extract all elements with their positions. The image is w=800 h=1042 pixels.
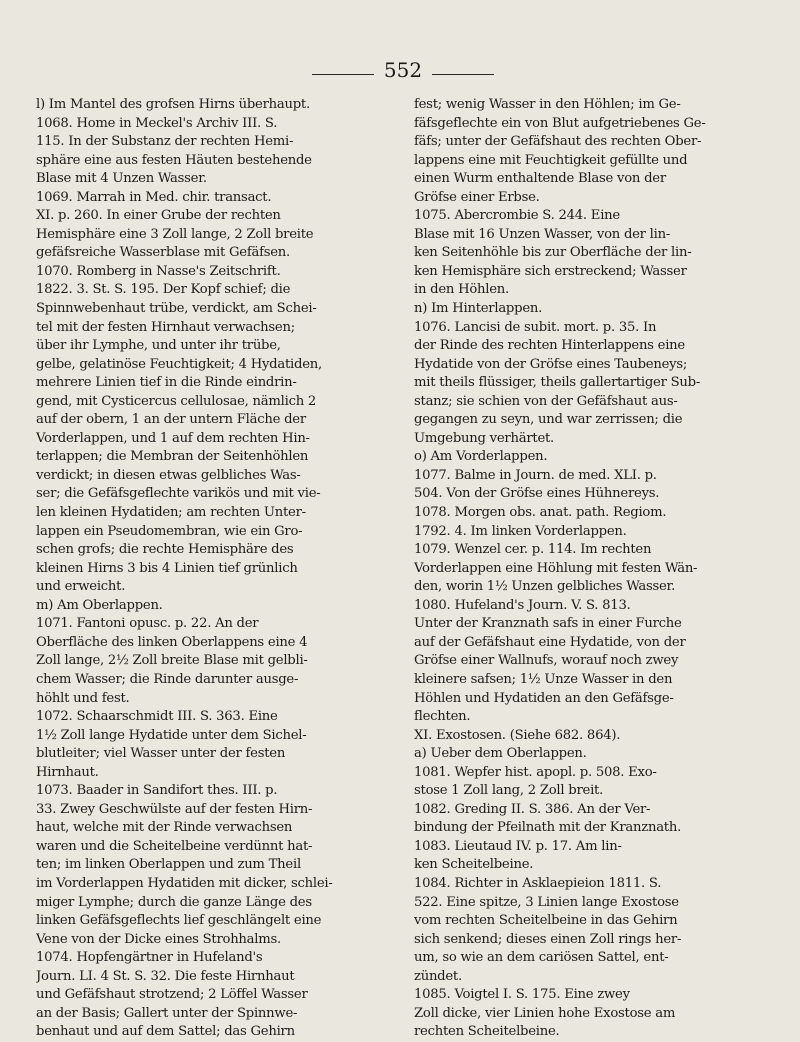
text-line: 1069. Marrah in Med. chir. transact.	[36, 189, 272, 205]
text-line: 1083. Lieutaud IV. p. 17. Am lin-	[414, 838, 622, 854]
text-line: 1072. Schaarschmidt III. S. 363. Eine	[36, 709, 278, 725]
text-line: verdickt; in diesen etwas gelbliches Was-	[36, 467, 301, 483]
text-line: fest; wenig Wasser in den Höhlen; im Ge-	[414, 97, 681, 112]
text-line: 1½ Zoll lange Hydatide unter dem Sichel-	[36, 727, 307, 743]
text-line: 1076. Lancisi de subit. mort. p. 35. In	[414, 319, 657, 335]
text-line: mit theils flüssiger, theils gallertartiger Sub-	[414, 375, 701, 391]
text-line: stose 1 Zoll lang, 2 Zoll breit.	[414, 783, 604, 799]
text-line: blutleiter; viel Wasser unter der festen	[36, 746, 286, 762]
text-line: benhaut und auf dem Sattel; das Gehirn	[36, 1024, 295, 1040]
text-line: Oberfläche des linken Oberlappens eine 4	[36, 634, 308, 650]
text-line: 1085. Voigtel I. S. 175. Eine zwey	[414, 987, 630, 1003]
text-line: gelbe, gelatinöse Feuchtigkeit; 4 Hydatiden,	[36, 356, 322, 372]
text-line: tel mit der festen Hirnhaut verwachsen;	[36, 319, 295, 335]
text-line: lappen ein Pseudomembran, wie ein Gro-	[36, 523, 303, 539]
text-line: 1071. Fantoni opusc. p. 22. An der	[36, 616, 259, 632]
text-line: Gröfse einer Wallnufs, worauf noch zwey	[414, 653, 679, 669]
text-line: um, so wie an dem cariösen Sattel, ent-	[414, 950, 669, 966]
text-line: 1074. Hopfengärtner in Hufeland's	[36, 950, 263, 966]
text-line: einen Wurm enthaltende Blase von der	[414, 171, 666, 187]
text-line: Hirnhaut.	[36, 764, 99, 780]
text-line: 33. Zwey Geschwülste auf der festen Hirn-	[36, 801, 313, 817]
text-line: Umgebung verhärtet.	[414, 430, 554, 446]
text-line: Gröfse einer Erbse.	[414, 189, 540, 205]
text-line: 1070. Romberg in Nasse's Zeitschrift.	[36, 263, 281, 279]
text-line: XI. Exostosen. (Siehe 682. 864).	[414, 727, 621, 743]
text-line: lappens eine mit Feuchtigkeit gefüllte und	[414, 152, 688, 168]
text-line: den, worin 1½ Unzen gelbliches Wasser.	[414, 579, 676, 595]
text-line: 1079. Wenzel cer. p. 114. Im rechten	[414, 542, 652, 558]
text-line: l) Im Mantel des grofsen Hirns überhaupt.	[36, 97, 310, 112]
text-line: ser; die Gefäfsgeflechte varikös und mit vie-	[36, 486, 321, 502]
page-header	[0, 58, 800, 88]
text-line: 522. Eine spitze, 3 Linien lange Exostose	[414, 894, 679, 910]
text-line: 1080. Hufeland's Journ. V. S. 813.	[414, 597, 631, 613]
text-line: gend, mit Cysticercus cellulosae, nämlich 2	[36, 393, 317, 409]
text-line: gegangen zu seyn, und war zerrissen; die	[414, 412, 683, 428]
text-line: Vorderlappen eine Höhlung mit festen Wän-	[414, 560, 698, 576]
text-line: miger Lymphe; durch die ganze Länge des	[36, 894, 312, 910]
text-line: n) Im Hinterlappen.	[414, 301, 543, 317]
text-line: ten; im linken Oberlappen und zum Theil	[36, 857, 301, 873]
text-line: Hemisphäre eine 3 Zoll lange, 2 Zoll breite	[36, 226, 314, 242]
text-line: Spinnwebenhaut trübe, verdickt, am Schei-	[36, 301, 317, 317]
text-line: sich senkend; dieses einen Zoll rings her-	[414, 931, 682, 947]
text-line: linken Gefäfsgeflechts lief geschlängelt eine	[36, 913, 322, 929]
text-line: Vorderlappen, und 1 auf dem rechten Hin-	[36, 430, 310, 446]
text-line: a) Ueber dem Oberlappen.	[414, 746, 587, 762]
text-line: rechten Scheitelbeine.	[414, 1024, 560, 1040]
text-line: XI. p. 260. In einer Grube der rechten	[36, 208, 281, 224]
text-line: stanz; sie schien von der Gefäfshaut aus-	[414, 393, 678, 409]
text-line: vom rechten Scheitelbeine in das Gehirn	[414, 913, 678, 929]
text-line: m) Am Oberlappen.	[36, 597, 163, 613]
text-line: Zoll dicke, vier Linien hohe Exostose am	[414, 1005, 676, 1021]
text-line: Unter der Kranznath safs in einer Furche	[414, 616, 682, 632]
text-line: ken Seitenhöhle bis zur Oberfläche der lin-	[414, 245, 692, 261]
text-line: 504. Von der Gröfse eines Hühnereys.	[414, 486, 660, 502]
text-line: 1081. Wepfer hist. apopl. p. 508. Exo-	[414, 764, 657, 780]
header-rule-right	[432, 74, 494, 75]
text-line: über ihr Lymphe, und unter ihr trübe,	[36, 338, 281, 354]
text-line: terlappen; die Membran der Seitenhöhlen	[36, 449, 309, 465]
text-line: schen grofs; die rechte Hemisphäre des	[36, 542, 294, 558]
text-line: waren und die Scheitelbeine verdünnt hat-	[36, 838, 313, 854]
text-line: 1082. Greding II. S. 386. An der Ver-	[414, 801, 651, 817]
page-number: 552	[383, 58, 423, 82]
text-line: 1068. Home in Meckel's Archiv III. S.	[36, 115, 278, 131]
text-line: kleinere safsen; 1½ Unze Wasser in den	[414, 671, 673, 687]
text-line: 1792. 4. Im linken Vorderlappen.	[414, 523, 627, 539]
left-column	[36, 96, 394, 1042]
right-column	[414, 96, 774, 1042]
text-line: 1073. Baader in Sandifort thes. III. p.	[36, 783, 278, 799]
text-line: ken Hemisphäre sich erstreckend; Wasser	[414, 263, 687, 279]
text-line: bindung der Pfeilnath mit der Kranznath.	[414, 820, 682, 836]
text-line: flechten.	[414, 709, 471, 725]
text-line: gefäfsreiche Wasserblase mit Gefäfsen.	[36, 245, 290, 261]
text-line: auf der Gefäfshaut eine Hydatide, von der	[414, 634, 686, 650]
text-line: Höhlen und Hydatiden an den Gefäfsge-	[414, 690, 674, 706]
text-line: fäfs; unter der Gefäfshaut des rechten Ober-	[414, 134, 702, 150]
text-line: chem Wasser; die Rinde darunter ausge-	[36, 671, 299, 687]
text-line: im Vorderlappen Hydatiden mit dicker, schlei-	[36, 875, 333, 891]
text-line: 115. In der Substanz der rechten Hemi-	[36, 134, 294, 150]
text-line: Blase mit 16 Unzen Wasser, von der lin-	[414, 226, 671, 242]
text-line: 1077. Balme in Journ. de med. XLI. p.	[414, 467, 657, 483]
text-line: 1822. 3. St. S. 195. Der Kopf schief; die	[36, 282, 291, 298]
header-rule-left	[312, 74, 374, 75]
text-line: in den Höhlen.	[414, 282, 509, 298]
text-line: haut, welche mit der Rinde verwachsen	[36, 820, 293, 836]
text-line: Hydatide von der Gröfse eines Taubeneys;	[414, 356, 688, 372]
text-line: Blase mit 4 Unzen Wasser.	[36, 171, 207, 187]
text-line: 1078. Morgen obs. anat. path. Regiom.	[414, 505, 667, 521]
text-line: Journ. LI. 4 St. S. 32. Die feste Hirnhaut	[36, 968, 295, 984]
text-line: ken Scheitelbeine.	[414, 857, 534, 873]
text-line: an der Basis; Gallert unter der Spinnwe-	[36, 1005, 298, 1021]
text-line: mehrere Linien tief in die Rinde eindrin-	[36, 375, 297, 391]
text-line: Vene von der Dicke eines Strohhalms.	[36, 931, 281, 947]
text-line: auf der obern, 1 an der untern Fläche der	[36, 412, 306, 428]
text-line: und erweicht.	[36, 579, 126, 595]
text-line: zündet.	[414, 968, 462, 984]
text-line: höhlt und fest.	[36, 690, 130, 706]
text-line: fäfsgeflechte ein von Blut aufgetriebenes Ge-	[414, 115, 706, 131]
text-line: len kleinen Hydatiden; am rechten Unter-	[36, 505, 306, 521]
text-line: kleinen Hirns 3 bis 4 Linien tief grünlich	[36, 560, 298, 576]
text-line: der Rinde des rechten Hinterlappens eine	[414, 338, 685, 354]
text-line: 1084. Richter in Asklaepieion 1811. S.	[414, 875, 662, 891]
text-line: o) Am Vorderlappen.	[414, 449, 548, 465]
text-line: 1075. Abercrombie S. 244. Eine	[414, 208, 620, 224]
text-line: sphäre eine aus festen Häuten bestehende	[36, 152, 312, 168]
text-line: Zoll lange, 2½ Zoll breite Blase mit gelbli-	[36, 653, 308, 669]
text-line: und Gefäfshaut strotzend; 2 Löffel Wasser	[36, 987, 308, 1003]
